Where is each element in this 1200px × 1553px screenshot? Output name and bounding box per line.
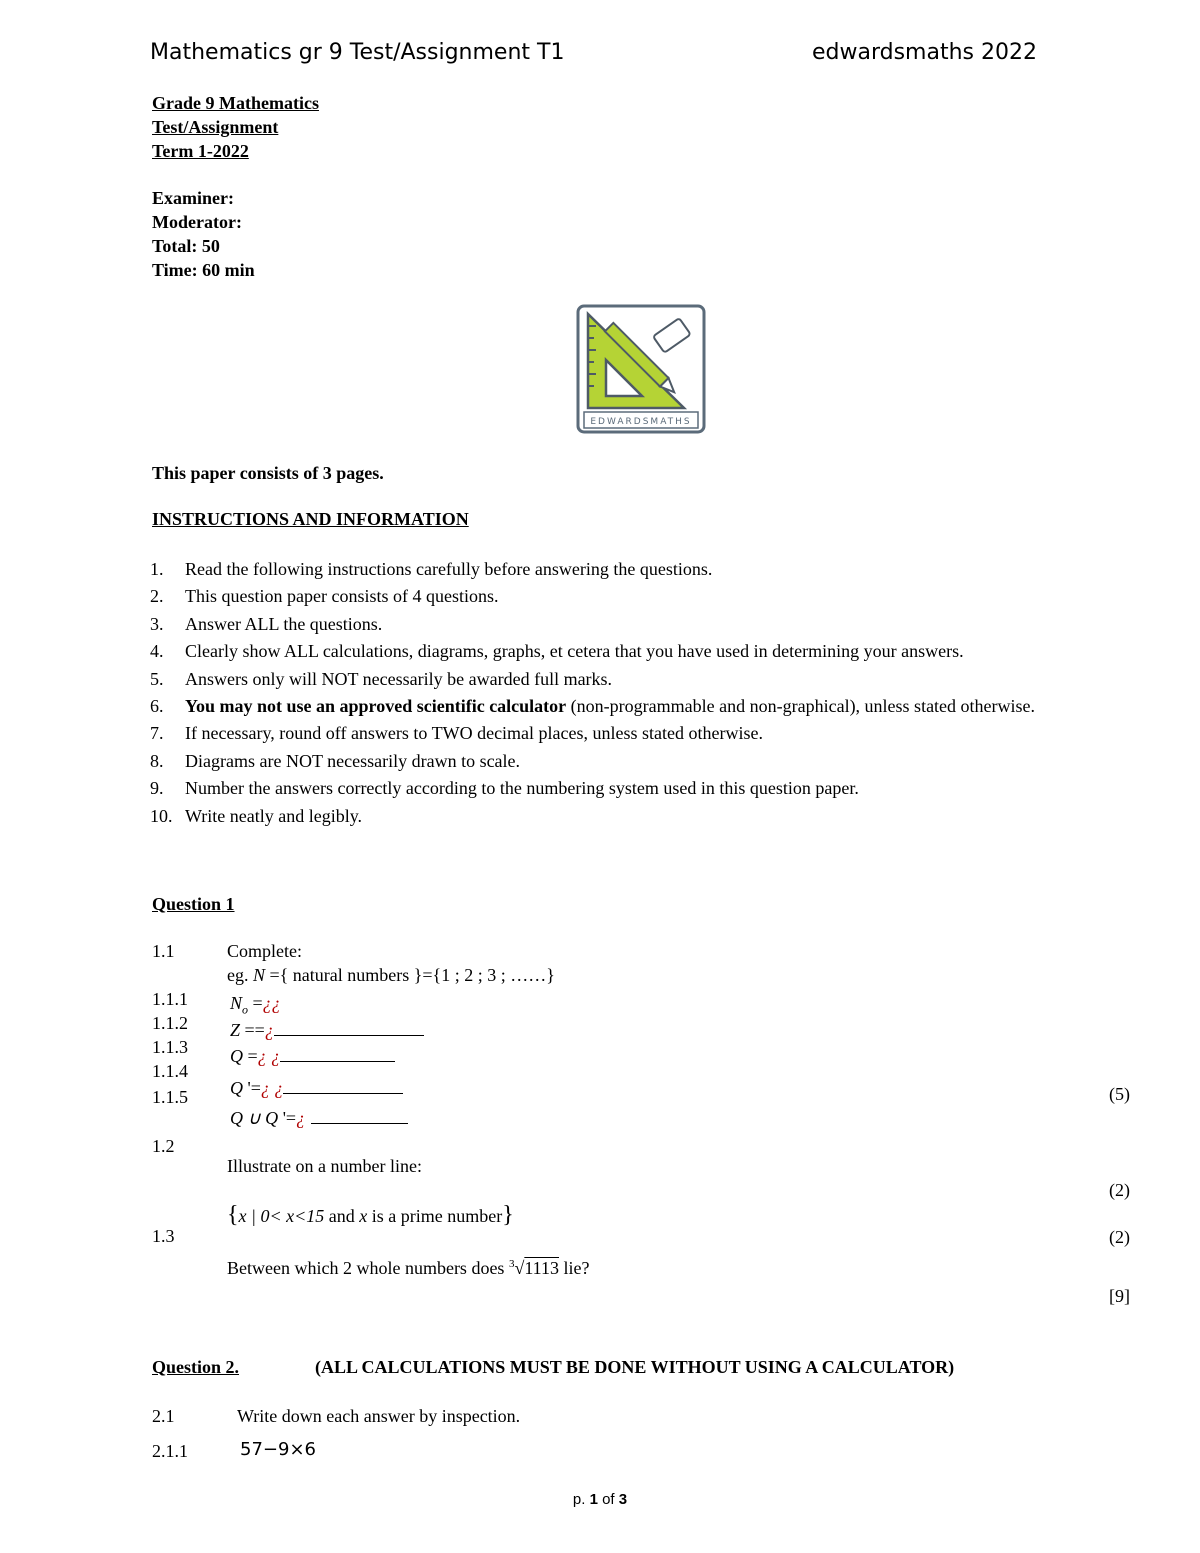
time-allowed: Time: 60 min [152, 260, 255, 280]
q1-1-text: Complete: [227, 941, 302, 961]
header-brand: edwardsmaths 2022 [812, 40, 1037, 65]
question-1-title: Question 1 [152, 894, 235, 914]
title-block [152, 91, 319, 282]
pages-note: This paper consists of 3 pages. [152, 463, 384, 483]
instruction-item: 4. Clearly show ALL calculations, diagrams, graphs, et cetera that you have used in determining your answers. [150, 641, 964, 662]
instruction-item: 9. Number the answers correctly according to the numbering system used in this question paper. [150, 778, 859, 799]
instruction-item: 1. Read the following instructions carefully before answering the questions. [150, 559, 713, 579]
page-footer: p. 1 of 3 [572, 1491, 628, 1508]
logo-text: EDWARDSMATHS [590, 417, 692, 427]
grade-title: Grade 9 Mathematics [152, 93, 319, 113]
term-label: Term 1-2022 [152, 141, 249, 161]
instruction-item: 3. Answer ALL the questions. [150, 613, 383, 634]
instruction-item: 5. Answers only will NOT necessarily be awarded full marks. [150, 668, 613, 689]
q1-3-label: 1.3 [152, 1226, 175, 1246]
q2-1-text: Write down each answer by inspection. [237, 1406, 521, 1426]
q2-1-1-label: 2.1.1 [152, 1441, 188, 1461]
q1-1-1-expr: $N_o$ =¿¿ [230, 993, 281, 1017]
q1-1-5-expr: Q ∪ Q '=¿ [230, 1108, 408, 1129]
instructions-list [150, 556, 1110, 830]
instructions-title: INSTRUCTIONS AND INFORMATION [152, 509, 469, 529]
instruction-item: 10. Write neatly and legibly. [150, 805, 363, 826]
q1-1-marks: (5) [1109, 1084, 1130, 1104]
q1-2-text: Illustrate on a number line: [227, 1156, 422, 1176]
q1-1-2-expr: Z ==¿ [230, 1020, 424, 1041]
q1-1-5-label: 1.1.5 [152, 1087, 188, 1107]
q1-2-label: 1.2 [152, 1136, 175, 1156]
edwardsmaths-logo [576, 304, 706, 434]
q1-2-marks: (2) [1109, 1180, 1130, 1200]
q1-1-3-label: 1.1.3 [152, 1037, 188, 1057]
q1-1-4-expr: Q '=¿ ¿ [230, 1078, 403, 1099]
question-2-note: (ALL CALCULATIONS MUST BE DONE WITHOUT USING A CALCULATOR) [315, 1357, 955, 1377]
header-title: Mathematics gr 9 Test/Assignment T1 [150, 40, 565, 65]
q1-total-marks: [9] [1109, 1286, 1130, 1306]
q1-1-label: 1.1 [152, 941, 175, 961]
total-marks: Total: 50 [152, 236, 220, 256]
q1-3-text: Between which 2 whole numbers does $^3$√1113 lie? [227, 1258, 590, 1278]
examiner-label: Examiner: [152, 188, 234, 208]
q1-example: eg. N ={ natural numbers }={1 ; 2 ; 3 ; ……} [227, 965, 555, 985]
instruction-item: 6. You may not use an approved scientific calculator (non-programmable and non-graphical), unless stated otherwise. [150, 696, 1036, 717]
question-2-title: Question 2. [152, 1357, 240, 1377]
assessment-type: Test/Assignment [152, 117, 279, 137]
q1-1-3-expr: Q =¿ ¿ [230, 1046, 395, 1067]
q1-1-4-label: 1.1.4 [152, 1061, 188, 1081]
instruction-item: 2. This question paper consists of 4 questions. [150, 586, 499, 607]
instruction-item: 8. Diagrams are NOT necessarily drawn to scale. [150, 750, 521, 771]
q2-1-1-expr: 57−9×6 [240, 1439, 316, 1460]
q1-3-marks: (2) [1109, 1227, 1130, 1247]
moderator-label: Moderator: [152, 212, 242, 232]
q2-1-label: 2.1 [152, 1406, 175, 1426]
instruction-item: 7. If necessary, round off answers to TWO decimal places, unless stated otherwise. [150, 723, 763, 744]
q1-1-1-label: 1.1.1 [152, 989, 188, 1009]
q1-2-set: {x | 0< x<15 and x is a prime number} [227, 1202, 514, 1228]
q1-1-2-label: 1.1.2 [152, 1013, 188, 1033]
